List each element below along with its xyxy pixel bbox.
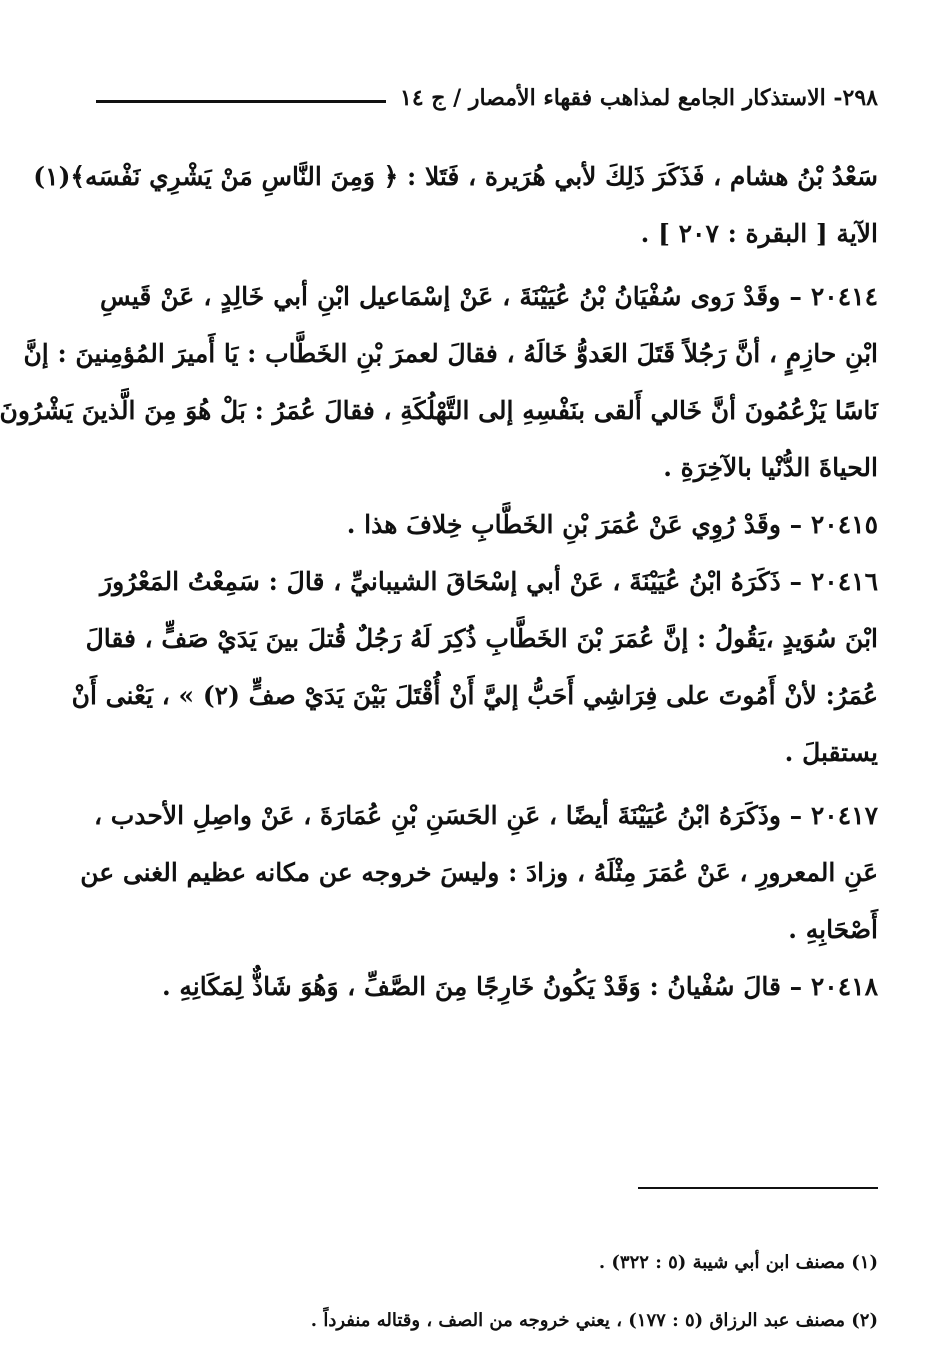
text-line: أَصْحَابِهِ . (788, 915, 878, 944)
text-line: ٢٠٤١٨ – قالَ سُفْيانُ : وَقَدْ يَكُونُ خَارِجًا مِنَ الصَّفِّ ، وَهُوَ شَاذٌّ لِمَكَانِهِ . (161, 972, 878, 1001)
footnotes (100, 1234, 878, 1350)
text-line: سَعْدُ بْنُ هشام ، فَذَكَرَ ذَلِكَ لأبي هُرَيرة ، فَتَلا : ﴿ وَمِنَ النَّاسِ مَنْ يَشْرِي نَفْسَه﴾(١) (33, 162, 878, 191)
paragraph-20418 (100, 958, 878, 1015)
paragraph-20414 (0, 268, 878, 496)
text-line: عَنِ المعرورِ ، عَنْ عُمَرَ مِثْلَهُ ، وزادَ : وليسَ خروجه عن مكانه عظيم الغنى عن (80, 858, 878, 887)
page-header (96, 78, 878, 118)
text-line: عُمَرُ: لأنْ أَمُوتَ على فِرَاشِي أَحَبُّ إليَّ أَنْ أُقْتَلَ بَيْنَ يَدَيْ صفٍّ (٢) » ، يَعْنى أَنْ (71, 681, 878, 710)
header-rule (96, 100, 386, 103)
paragraph-intro (33, 148, 878, 262)
text-line: الآية [ البقرة : ٢٠٧ ] . (640, 219, 878, 248)
main-text (0, 148, 878, 1015)
paragraph-20416 (71, 553, 878, 781)
text-line: ٢٠٤١٥ – وقَدْ رُوِي عَنْ عُمَرَ بْنِ الخَطَّابِ خِلافَ هذا . (346, 510, 878, 539)
text-line: ٢٠٤١٦ – ذَكَرَهُ ابْنُ عُيَيْنَةَ ، عَنْ أبي إسْحَاقَ الشيبانيِّ ، قالَ : سَمِعْتُ المَعْرُورَ (100, 567, 878, 596)
text-line: ٢٠٤١٤ – وقَدْ رَوى سُفْيَانُ بْنُ عُيَيْنَةَ ، عَنْ إسْمَاعيل ابْنِ أبي خَالِدٍ ، عَنْ قَيسِ (100, 282, 878, 311)
footnote-1: (١) مصنف ابن أبي شيبة (٥ : ٣٢٢) . (598, 1252, 878, 1273)
text-line: ٢٠٤١٧ – وذَكَرَهُ ابْنُ عُيَيْنَةَ أيضًا ، عَنِ الحَسَنِ بْنِ عُمَارَةَ ، عَنْ واصِلِ الأحدب ، (93, 801, 878, 830)
footnote-2: (٢) مصنف عبد الرزاق (٥ : ١٧٧) ، يعني خروجه من الصف ، وقتاله منفرداً . (310, 1310, 878, 1331)
text-line: ابْنَ سُوَيدٍ ،يَقُولُ : إنَّ عُمَرَ بْنَ الخَطَّابِ ذُكِرَ لَهُ رَجُلٌ قُتلَ بينَ يَدَيْ صَفٍّ ، فقالَ (85, 624, 878, 653)
footnote-separator (638, 1187, 878, 1189)
text-line: يستقبلَ . (784, 738, 878, 767)
text-line: الحياةَ الدُّنْيا بالآخِرَةِ . (663, 453, 878, 482)
paragraph-20415 (100, 496, 878, 553)
paragraph-20417 (80, 787, 878, 958)
running-header-title: ٢٩٨- الاستذكار الجامع لمذاهب فقهاء الأمصار / ج ١٤ (400, 85, 878, 111)
text-line: نَاسًا يَزْعُمُونَ أنَّ خَالي أَلقى بنَفْسِهِ إلى التَّهْلُكَةِ ، فقالَ عُمَرُ : بَلْ هُوَ مِنَ الَّذينَ يَشْرُونَ (0, 396, 878, 425)
text-line: ابْنِ حازِمٍ ، أنَّ رَجُلاً قَتَلَ العَدوُّ خَالَهُ ، فقالَ لعمرَ بْنِ الخَطَّاب : يَا أَميرَ المُؤمِنينَ : إنَّ (23, 339, 878, 368)
